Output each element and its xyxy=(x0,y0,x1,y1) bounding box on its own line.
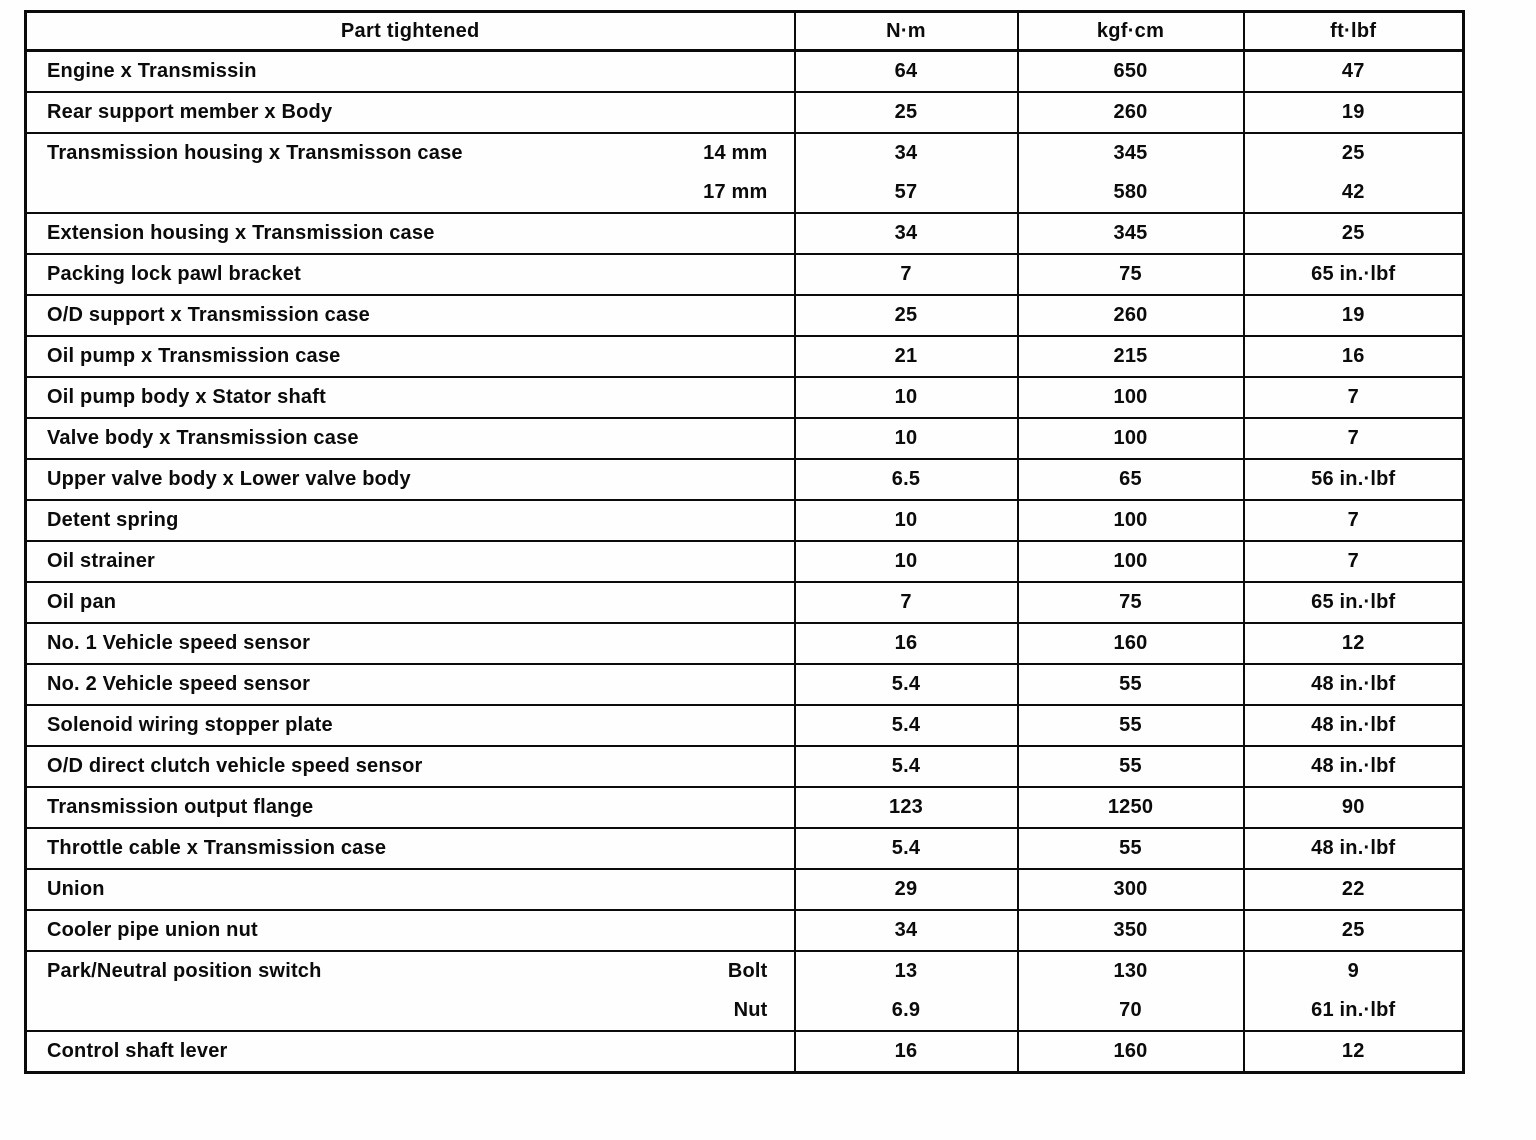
nm-value: 57 xyxy=(894,181,918,203)
part-label: Oil pump x Transmission case xyxy=(47,345,341,367)
ft-lbf-value: 22 xyxy=(1341,878,1365,900)
kgf-cm-value-cell xyxy=(1018,664,1244,705)
table-row xyxy=(26,92,1464,133)
kgf-cm-value: 580 xyxy=(1113,181,1148,203)
header-ft-lbf: ft·lbf xyxy=(1244,12,1464,51)
part-label: Engine x Transmissin xyxy=(47,60,257,82)
nm-value: 7 xyxy=(900,591,912,613)
table-row xyxy=(26,133,1464,213)
part-sub-label: 14 mm xyxy=(703,142,768,164)
part-label: Throttle cable x Transmission case xyxy=(47,837,387,859)
nm-value-cell xyxy=(795,213,1018,254)
table-row xyxy=(26,664,1464,705)
part-cell xyxy=(26,746,795,787)
nm-value: 7 xyxy=(900,263,912,285)
ft-lbf-value-cell xyxy=(1244,377,1464,418)
table-row xyxy=(26,828,1464,869)
part-label: O/D direct clutch vehicle speed sensor xyxy=(47,755,423,777)
kgf-cm-value: 650 xyxy=(1113,60,1148,82)
ft-lbf-value-cell xyxy=(1244,213,1464,254)
kgf-cm-value: 160 xyxy=(1113,632,1148,654)
ft-lbf-value-cell xyxy=(1244,664,1464,705)
nm-value: 10 xyxy=(894,386,918,408)
table-row xyxy=(26,541,1464,582)
nm-value-cell xyxy=(795,459,1018,500)
nm-value-cell xyxy=(795,828,1018,869)
part-cell xyxy=(26,51,795,93)
ft-lbf-value: 42 xyxy=(1341,181,1365,203)
header-row xyxy=(26,12,1464,51)
kgf-cm-value-cell xyxy=(1018,787,1244,828)
nm-value: 5.4 xyxy=(891,837,921,859)
part-label: Extension housing x Transmission case xyxy=(47,222,435,244)
part-label: Control shaft lever xyxy=(47,1040,228,1062)
nm-value-cell xyxy=(795,500,1018,541)
kgf-cm-value: 100 xyxy=(1113,386,1148,408)
ft-lbf-value: 25 xyxy=(1341,222,1365,244)
ft-lbf-value-cell xyxy=(1244,418,1464,459)
kgf-cm-value-cell xyxy=(1018,500,1244,541)
part-label: Oil strainer xyxy=(47,550,155,572)
kgf-cm-value: 55 xyxy=(1119,755,1142,777)
ft-lbf-value-cell xyxy=(1244,254,1464,295)
ft-lbf-value: 47 xyxy=(1341,60,1365,82)
ft-lbf-value: 9 xyxy=(1347,960,1359,982)
ft-lbf-value: 19 xyxy=(1341,304,1365,326)
kgf-cm-value: 75 xyxy=(1119,591,1142,613)
header-kgf-cm: kgf·cm xyxy=(1018,12,1244,51)
kgf-cm-value: 215 xyxy=(1113,345,1148,367)
kgf-cm-value: 345 xyxy=(1113,142,1148,164)
ft-lbf-value: 12 xyxy=(1341,632,1365,654)
part-label: Rear support member x Body xyxy=(47,101,333,123)
ft-lbf-value-cell xyxy=(1244,746,1464,787)
nm-value-cell xyxy=(795,623,1018,664)
nm-value: 6.5 xyxy=(891,468,921,490)
nm-value-cell xyxy=(795,541,1018,582)
ft-lbf-value: 48 in.·lbf xyxy=(1311,714,1396,736)
part-sub-label: Nut xyxy=(733,999,768,1021)
part-cell xyxy=(26,1031,795,1073)
nm-value: 34 xyxy=(894,919,918,941)
kgf-cm-value-cell xyxy=(1018,254,1244,295)
nm-value-cell xyxy=(795,295,1018,336)
nm-value-cell xyxy=(795,418,1018,459)
kgf-cm-value-cell xyxy=(1018,910,1244,951)
nm-value: 64 xyxy=(894,60,918,82)
ft-lbf-value: 48 in.·lbf xyxy=(1311,837,1396,859)
header-part-tightened: Part tightened xyxy=(26,12,795,51)
ft-lbf-value-cell xyxy=(1244,92,1464,133)
nm-value-cell xyxy=(795,869,1018,910)
nm-value: 123 xyxy=(889,796,923,818)
kgf-cm-value-cell xyxy=(1018,133,1244,213)
ft-lbf-value-cell xyxy=(1244,828,1464,869)
nm-value: 21 xyxy=(894,345,918,367)
nm-value-cell xyxy=(795,92,1018,133)
part-label: O/D support x Transmission case xyxy=(47,304,370,326)
nm-value-cell xyxy=(795,951,1018,1031)
kgf-cm-value: 100 xyxy=(1113,550,1148,572)
part-cell xyxy=(26,541,795,582)
part-cell xyxy=(26,459,795,500)
table-row xyxy=(26,705,1464,746)
nm-value: 13 xyxy=(894,960,918,982)
part-label: Transmission output flange xyxy=(47,796,314,818)
table-row xyxy=(26,787,1464,828)
kgf-cm-value: 300 xyxy=(1113,878,1148,900)
nm-value: 5.4 xyxy=(891,714,921,736)
ft-lbf-value-cell xyxy=(1244,582,1464,623)
part-cell xyxy=(26,828,795,869)
nm-value: 6.9 xyxy=(891,999,921,1021)
table-row xyxy=(26,459,1464,500)
table-row xyxy=(26,910,1464,951)
ft-lbf-value-cell xyxy=(1244,295,1464,336)
part-cell xyxy=(26,377,795,418)
table-row xyxy=(26,418,1464,459)
part-label: No. 2 Vehicle speed sensor xyxy=(47,673,311,695)
kgf-cm-value: 160 xyxy=(1113,1040,1148,1062)
nm-value: 5.4 xyxy=(891,673,921,695)
kgf-cm-value: 1250 xyxy=(1107,796,1154,818)
ft-lbf-value: 48 in.·lbf xyxy=(1311,673,1396,695)
ft-lbf-value: 56 in.·lbf xyxy=(1311,468,1396,490)
kgf-cm-value: 75 xyxy=(1119,263,1142,285)
nm-value: 25 xyxy=(894,304,918,326)
nm-value: 10 xyxy=(894,550,918,572)
nm-value-cell xyxy=(795,746,1018,787)
part-cell xyxy=(26,951,795,1031)
kgf-cm-value-cell xyxy=(1018,92,1244,133)
nm-value: 25 xyxy=(894,101,918,123)
ft-lbf-value: 90 xyxy=(1341,796,1365,818)
table-row xyxy=(26,746,1464,787)
part-cell xyxy=(26,664,795,705)
ft-lbf-value: 61 in.·lbf xyxy=(1311,999,1396,1021)
ft-lbf-value: 25 xyxy=(1341,919,1365,941)
nm-value: 16 xyxy=(894,632,918,654)
kgf-cm-value-cell xyxy=(1018,336,1244,377)
ft-lbf-value: 7 xyxy=(1347,550,1359,572)
kgf-cm-value: 345 xyxy=(1113,222,1148,244)
table-row xyxy=(26,582,1464,623)
part-label: No. 1 Vehicle speed sensor xyxy=(47,632,311,654)
nm-value-cell xyxy=(795,705,1018,746)
part-cell xyxy=(26,869,795,910)
part-cell xyxy=(26,295,795,336)
ft-lbf-value-cell xyxy=(1244,869,1464,910)
ft-lbf-value: 12 xyxy=(1341,1040,1365,1062)
nm-value-cell xyxy=(795,664,1018,705)
kgf-cm-value-cell xyxy=(1018,418,1244,459)
kgf-cm-value: 100 xyxy=(1113,427,1148,449)
kgf-cm-value: 65 xyxy=(1119,468,1142,490)
part-cell xyxy=(26,254,795,295)
ft-lbf-value: 7 xyxy=(1347,509,1359,531)
table-row xyxy=(26,500,1464,541)
part-cell xyxy=(26,787,795,828)
kgf-cm-value: 55 xyxy=(1119,714,1142,736)
ft-lbf-value-cell xyxy=(1244,459,1464,500)
part-label: Oil pump body x Stator shaft xyxy=(47,386,326,408)
ft-lbf-value: 25 xyxy=(1341,142,1365,164)
kgf-cm-value: 55 xyxy=(1119,837,1142,859)
part-cell xyxy=(26,582,795,623)
nm-value: 16 xyxy=(894,1040,918,1062)
kgf-cm-value-cell xyxy=(1018,541,1244,582)
part-label: Cooler pipe union nut xyxy=(47,919,258,941)
kgf-cm-value-cell xyxy=(1018,746,1244,787)
part-label: Transmission housing x Transmisson case xyxy=(47,142,463,164)
ft-lbf-value-cell xyxy=(1244,705,1464,746)
ft-lbf-value-cell xyxy=(1244,133,1464,213)
part-cell xyxy=(26,623,795,664)
part-label: Valve body x Transmission case xyxy=(47,427,359,449)
table-row xyxy=(26,295,1464,336)
part-label: Detent spring xyxy=(47,509,179,531)
table-row xyxy=(26,213,1464,254)
kgf-cm-value-cell xyxy=(1018,869,1244,910)
kgf-cm-value: 260 xyxy=(1113,101,1148,123)
kgf-cm-value-cell xyxy=(1018,459,1244,500)
kgf-cm-value: 55 xyxy=(1119,673,1142,695)
kgf-cm-value-cell xyxy=(1018,295,1244,336)
ft-lbf-value: 48 in.·lbf xyxy=(1311,755,1396,777)
ft-lbf-value: 65 in.·lbf xyxy=(1311,263,1396,285)
table-row xyxy=(26,336,1464,377)
table-row xyxy=(26,623,1464,664)
part-cell xyxy=(26,336,795,377)
part-cell xyxy=(26,133,795,213)
nm-value-cell xyxy=(795,910,1018,951)
kgf-cm-value: 260 xyxy=(1113,304,1148,326)
part-sub-label: Bolt xyxy=(727,960,768,982)
ft-lbf-value-cell xyxy=(1244,951,1464,1031)
part-label: Union xyxy=(47,878,105,900)
kgf-cm-value-cell xyxy=(1018,1031,1244,1073)
nm-value-cell xyxy=(795,1031,1018,1073)
part-sub-label: 17 mm xyxy=(703,181,768,203)
ft-lbf-value-cell xyxy=(1244,51,1464,93)
nm-value: 10 xyxy=(894,427,918,449)
kgf-cm-value: 100 xyxy=(1113,509,1148,531)
ft-lbf-value: 65 in.·lbf xyxy=(1311,591,1396,613)
ft-lbf-value: 19 xyxy=(1341,101,1365,123)
part-label: Upper valve body x Lower valve body xyxy=(47,468,411,490)
ft-lbf-value-cell xyxy=(1244,500,1464,541)
ft-lbf-value: 7 xyxy=(1347,427,1359,449)
table-row xyxy=(26,377,1464,418)
kgf-cm-value-cell xyxy=(1018,951,1244,1031)
part-cell xyxy=(26,418,795,459)
part-label: Packing lock pawl bracket xyxy=(47,263,301,285)
ft-lbf-value: 16 xyxy=(1341,345,1365,367)
kgf-cm-value-cell xyxy=(1018,213,1244,254)
nm-value: 34 xyxy=(894,222,918,244)
kgf-cm-value: 130 xyxy=(1113,960,1148,982)
nm-value: 5.4 xyxy=(891,755,921,777)
kgf-cm-value-cell xyxy=(1018,51,1244,93)
table-row xyxy=(26,51,1464,93)
nm-value: 29 xyxy=(894,878,918,900)
nm-value-cell xyxy=(795,582,1018,623)
part-cell xyxy=(26,500,795,541)
ft-lbf-value: 7 xyxy=(1347,386,1359,408)
kgf-cm-value-cell xyxy=(1018,377,1244,418)
table-row xyxy=(26,869,1464,910)
kgf-cm-value: 350 xyxy=(1113,919,1148,941)
torque-spec-table xyxy=(24,10,1465,1074)
part-label: Park/Neutral position switch xyxy=(47,960,322,982)
table-row xyxy=(26,951,1464,1031)
kgf-cm-value: 70 xyxy=(1119,999,1142,1021)
header-nm: N·m xyxy=(795,12,1018,51)
ft-lbf-value-cell xyxy=(1244,336,1464,377)
kgf-cm-value-cell xyxy=(1018,623,1244,664)
part-cell xyxy=(26,213,795,254)
table-body xyxy=(26,51,1464,1073)
kgf-cm-value-cell xyxy=(1018,828,1244,869)
ft-lbf-value-cell xyxy=(1244,787,1464,828)
table-row xyxy=(26,254,1464,295)
kgf-cm-value-cell xyxy=(1018,582,1244,623)
table-row xyxy=(26,1031,1464,1073)
nm-value-cell xyxy=(795,336,1018,377)
ft-lbf-value-cell xyxy=(1244,910,1464,951)
part-cell xyxy=(26,92,795,133)
ft-lbf-value-cell xyxy=(1244,623,1464,664)
part-label: Solenoid wiring stopper plate xyxy=(47,714,333,736)
ft-lbf-value-cell xyxy=(1244,541,1464,582)
nm-value-cell xyxy=(795,377,1018,418)
nm-value: 34 xyxy=(894,142,918,164)
nm-value-cell xyxy=(795,254,1018,295)
ft-lbf-value-cell xyxy=(1244,1031,1464,1073)
part-cell xyxy=(26,910,795,951)
nm-value: 10 xyxy=(894,509,918,531)
nm-value-cell xyxy=(795,787,1018,828)
nm-value-cell xyxy=(795,51,1018,93)
part-cell xyxy=(26,705,795,746)
part-label: Oil pan xyxy=(47,591,117,613)
nm-value-cell xyxy=(795,133,1018,213)
kgf-cm-value-cell xyxy=(1018,705,1244,746)
